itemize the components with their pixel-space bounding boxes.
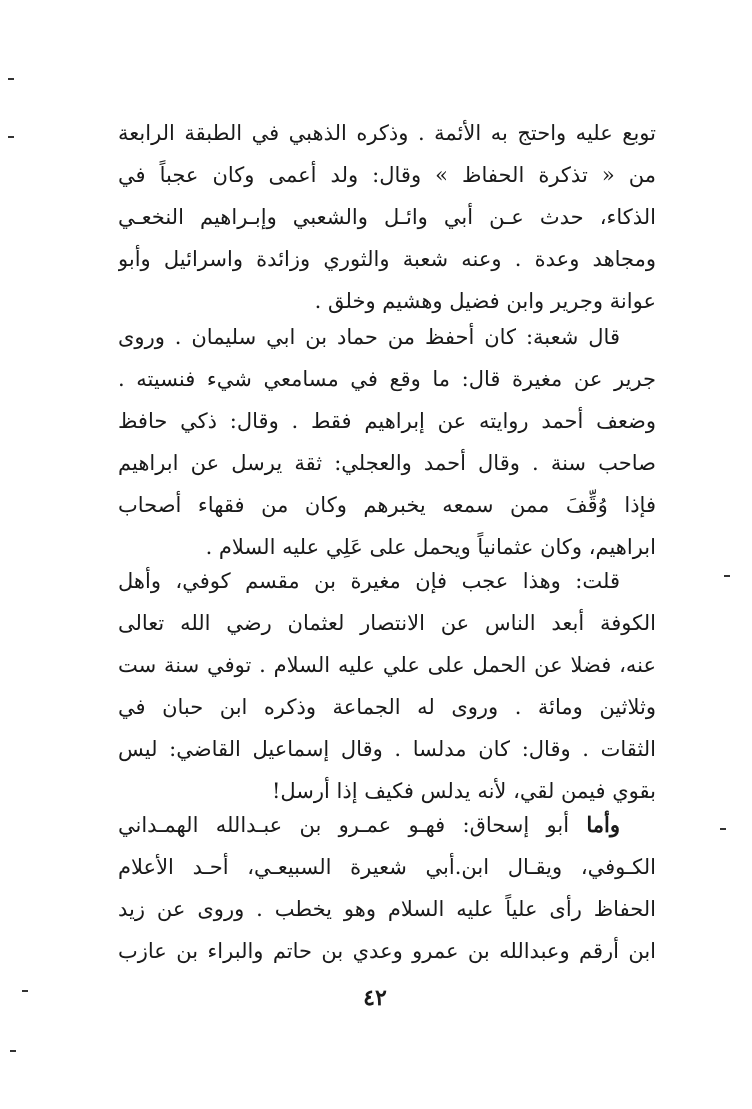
margin-mark bbox=[22, 990, 28, 992]
paragraph-2 bbox=[118, 316, 656, 568]
margin-mark bbox=[10, 1050, 16, 1052]
text-line: الحفاظ رأى علياً عليه السلام وهو يخطب . وروى عن زيد bbox=[118, 897, 656, 921]
text-line: ومجاهد وعدة . وعنه شعبة والثوري وزائدة واسرائيل وأبو bbox=[118, 247, 656, 271]
text-line: عوانة وجرير وابن فضيل وهشيم وخلق . bbox=[314, 289, 656, 313]
text-line-rest: أبو إسحاق: فهـو عمـرو بن عبـدالله الهمـداني bbox=[118, 813, 587, 837]
paragraph-lead-word: وأما bbox=[586, 812, 620, 837]
text-line: عنه، فضلا عن الحمل على علي عليه السلام . توفي سنة ست bbox=[118, 653, 656, 677]
paragraph-4 bbox=[118, 804, 656, 972]
text-line: بقوي فيمن لقي، لأنه يدلس فكيف إذا أرسل! bbox=[271, 779, 656, 803]
paragraph-1 bbox=[118, 112, 656, 322]
text-line: وثلاثين ومائة . وروى له الجماعة وذكره ابن حبان في bbox=[118, 695, 656, 719]
paragraph-3 bbox=[118, 560, 656, 812]
text-line: قال شعبة: كان أحفظ من حماد بن ابي سليمان . وروى bbox=[118, 325, 620, 349]
text-line: وضعف أحمد روايته عن إبراهيم فقط . وقال: ذكي حافظ bbox=[118, 409, 656, 433]
text-line: الكـوفي، ويقـال ابن.أبي شعيرة السبيعـي، أحـد الأعلام bbox=[118, 855, 656, 879]
margin-mark bbox=[724, 575, 730, 577]
margin-mark bbox=[8, 78, 14, 80]
text-line: توبع عليه واحتج به الأئمة . وذكره الذهبي في الطبقة الرابعة bbox=[118, 121, 656, 145]
text-line: ابن أرقم وعبدالله بن عمرو وعدي بن حاتم والبراء بن عازب bbox=[118, 939, 656, 963]
text-line: الثقات . وقال: كان مدلسا . وقال إسماعيل القاضي: ليس bbox=[118, 737, 656, 761]
page-number: ٤٢ bbox=[363, 985, 387, 1011]
text-line: الكوفة أبعد الناس عن الانتصار لعثمان رضي الله تعالى bbox=[118, 611, 656, 635]
text-line: الذكاء، حدث عـن أبي وائـل والشعبي وإبـراهيم النخعـي bbox=[118, 205, 656, 229]
text-line: فإذا وُقِّفَ ممن سمعه يخبرهم وكان من فقهاء أصحاب bbox=[118, 493, 656, 517]
text-line: صاحب سنة . وقال أحمد والعجلي: ثقة يرسل عن ابراهيم bbox=[118, 451, 656, 475]
text-line: جرير عن مغيرة قال: ما وقع في مسامعي شيء فنسيته . bbox=[118, 367, 656, 391]
text-line bbox=[118, 804, 656, 846]
text-line: ابراهيم، وكان عثمانياً ويحمل على عَلِي عليه السلام . bbox=[205, 535, 656, 559]
margin-mark bbox=[8, 136, 14, 138]
text-line: من « تذكرة الحفاظ » وقال: ولد أعمى وكان عجباً في bbox=[118, 163, 656, 187]
margin-mark bbox=[720, 828, 726, 830]
text-line: قلت: وهذا عجب فإن مغيرة بن مقسم كوفي، وأهل bbox=[118, 569, 620, 593]
